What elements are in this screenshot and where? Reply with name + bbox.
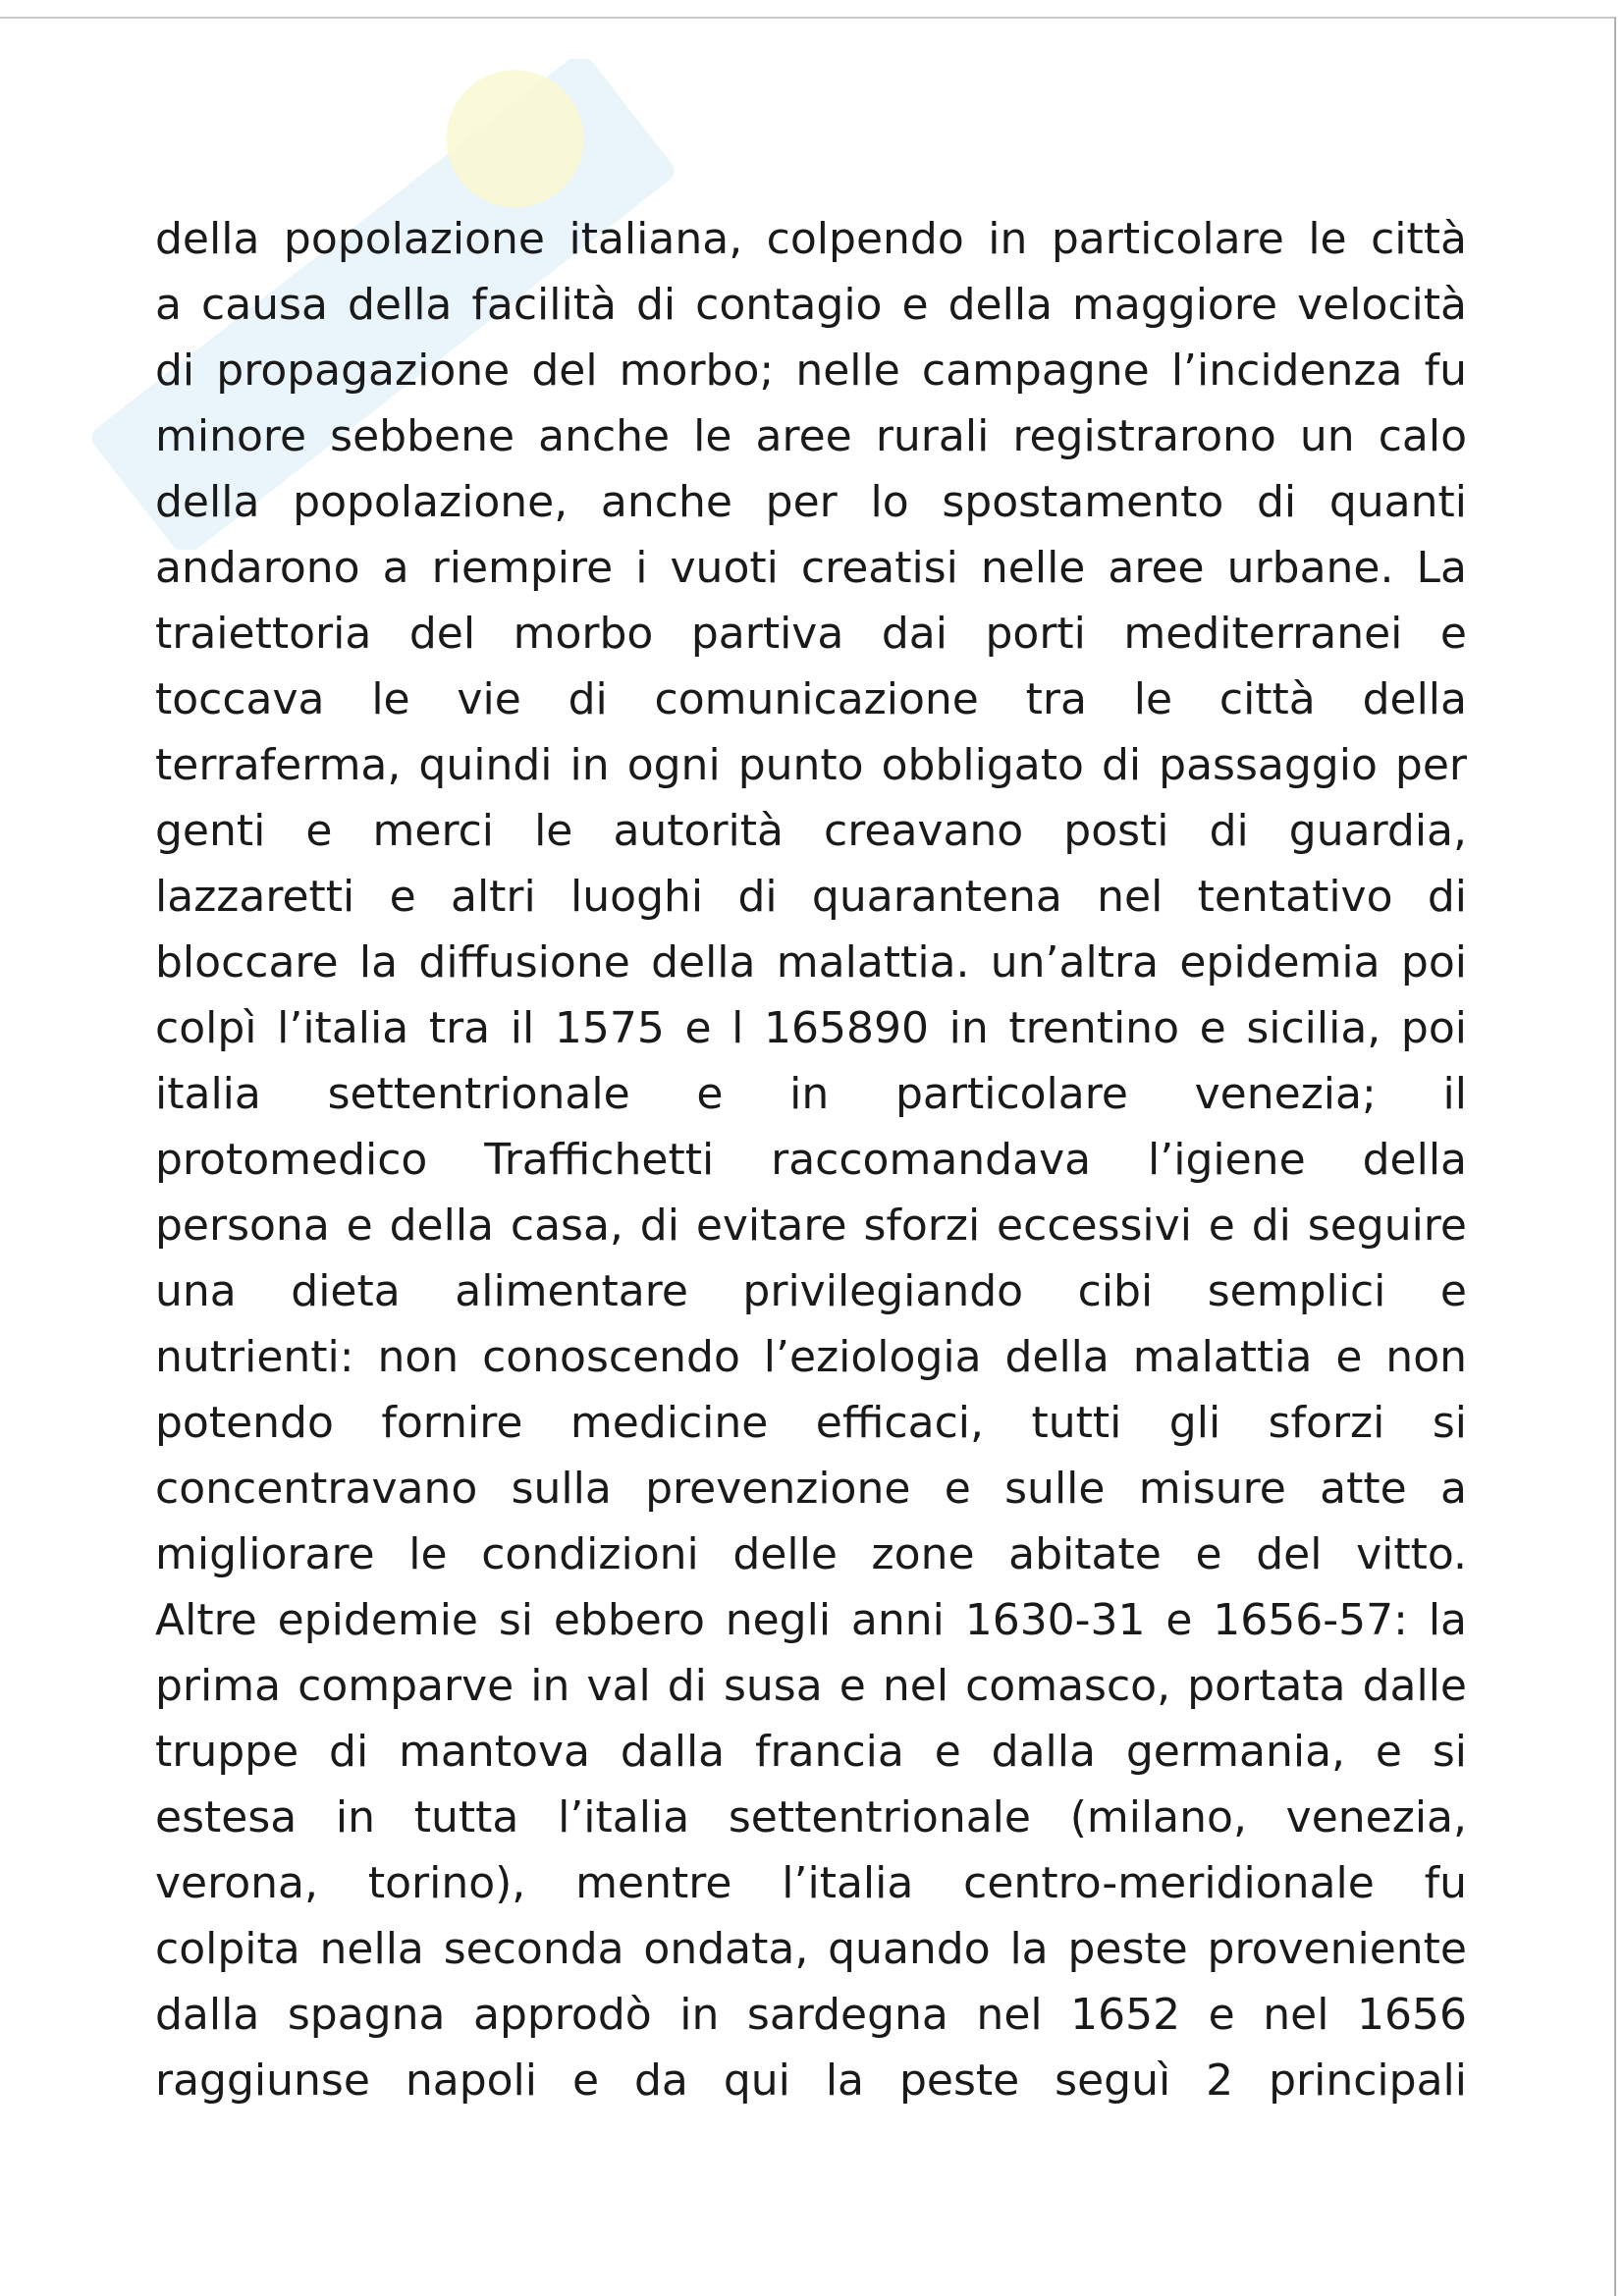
text-line: verona, torino), mentre l’italia centro-meridionale fu	[155, 1858, 1467, 1908]
text-line: andarono a riempire i vuoti creatisi nelle aree urbane. La	[155, 543, 1467, 593]
text-line: protomedico Traffichetti raccomandava l’igiene della	[155, 1135, 1467, 1185]
text-line: italia settentrionale e in particolare venezia; il	[155, 1069, 1467, 1119]
text-line: persona e della casa, di evitare sforzi eccessivi e di seguire	[155, 1201, 1467, 1251]
text-line: raggiunse napoli e da qui la peste seguì 2 principali	[155, 2056, 1467, 2106]
text-line: traiettoria del morbo partiva dai porti mediterranei e	[155, 609, 1467, 659]
text-line: toccava le vie di comunicazione tra le città della	[155, 674, 1467, 724]
text-line: una dieta alimentare privilegiando cibi semplici e	[155, 1266, 1467, 1316]
text-line: dalla spagna approdò in sardegna nel 1652 e nel 1656	[155, 1990, 1467, 2040]
text-line: prima comparve in val di susa e nel comasco, portata dalle	[155, 1661, 1467, 1711]
text-line: migliorare le condizioni delle zone abitate e del vitto.	[155, 1529, 1467, 1579]
text-line: della popolazione italiana, colpendo in particolare le città	[155, 214, 1467, 264]
text-line: minore sebbene anche le aree rurali registrarono un calo	[155, 411, 1467, 461]
page-top-border	[0, 0, 1616, 19]
page-right-border	[1614, 17, 1616, 2296]
text-line: di propagazione del morbo; nelle campagne l’incidenza fu	[155, 346, 1467, 396]
text-line: terraferma, quindi in ogni punto obbligato di passaggio per	[155, 740, 1467, 790]
text-line: truppe di mantova dalla francia e dalla germania, e si	[155, 1727, 1467, 1777]
text-line: colpì l’italia tra il 1575 e l 165890 in trentino e sicilia, poi	[155, 1003, 1467, 1053]
text-line: della popolazione, anche per lo spostamento di quanti	[155, 477, 1467, 527]
text-line: nutrienti: non conoscendo l’eziologia della malattia e non	[155, 1332, 1467, 1382]
text-line: Altre epidemie si ebbero negli anni 1630-31 e 1656-57: la	[155, 1595, 1467, 1645]
text-line: colpita nella seconda ondata, quando la peste proveniente	[155, 1924, 1467, 1974]
text-line: potendo fornire medicine efficaci, tutti gli sforzi si	[155, 1398, 1467, 1448]
text-line: a causa della facilità di contagio e della maggiore velocità	[155, 280, 1467, 330]
text-line: bloccare la diffusione della malattia. un’altra epidemia poi	[155, 937, 1467, 988]
text-line: genti e merci le autorità creavano posti di guardia,	[155, 806, 1467, 856]
text-line: estesa in tutta l’italia settentrionale (milano, venezia,	[155, 1792, 1467, 1842]
text-line: lazzaretti e altri luoghi di quarantena nel tentativo di	[155, 872, 1467, 922]
document-body-text	[155, 206, 1467, 2113]
text-line: concentravano sulla prevenzione e sulle misure atte a	[155, 1464, 1467, 1514]
